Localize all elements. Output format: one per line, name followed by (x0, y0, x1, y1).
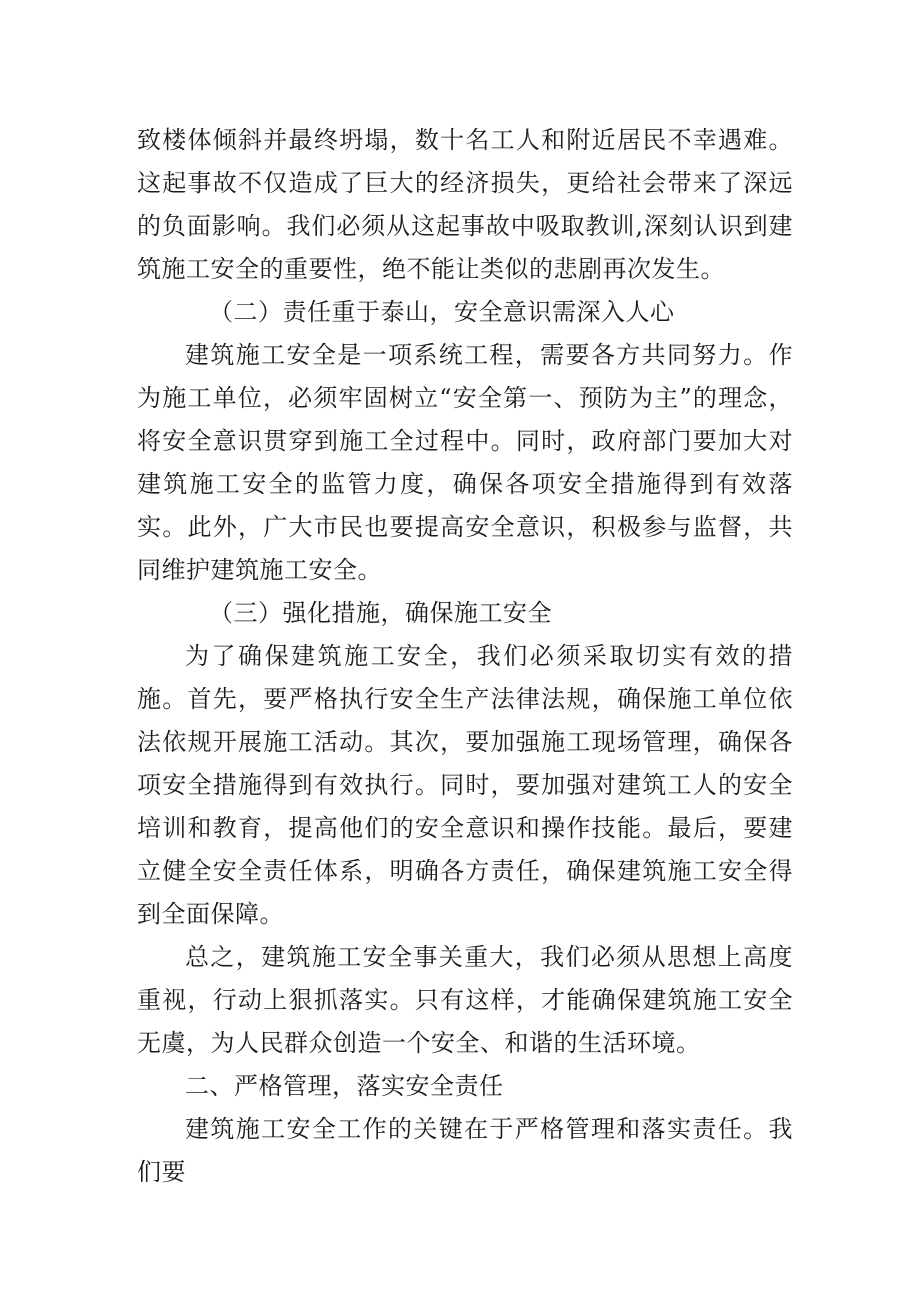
paragraph-summary: 总之，建筑施工安全事关重大，我们必须从思想上高度重视，行动上狠抓落实。只有这样，才能确保建筑施工安全无虞，为人民群众创造一个安全、和谐的生活环境。 (137, 943, 793, 1057)
subheading-measures-text: （三）强化措施，确保施工安全 (209, 599, 552, 627)
paragraph-management-intro: 建筑施工安全工作的关键在于严格管理和落实责任。我们要 (137, 1115, 793, 1186)
subheading-responsibility-text: （二）责任重于泰山，安全意识需深入人心 (209, 298, 675, 326)
subheading-responsibility (137, 291, 793, 334)
paragraph-measures: 为了确保建筑施工安全，我们必须采取切实有效的措施。首先，要严格执行安全生产法律法规，确保施工单位依法依规开展施工活动。其次，要加强施工现场管理，确保各项安全措施得到有效执行。同时，要加强对建筑工人的安全培训和教育，提高他们的安全意识和操作技能。最后，要建立健全安全责任体系，明确各方责任，确保建筑施工安全得到全面保障。 (137, 642, 793, 928)
document-body (137, 119, 793, 1194)
subheading-measures (137, 592, 793, 635)
paragraph-systems-engineering: 建筑施工安全是一项系统工程，需要各方共同努力。作为施工单位，必须牢固树立“安全第一、预防为主”的理念，将安全意识贯穿到施工全过程中。同时，政府部门要加大对建筑施工安全的监管力度，确保各项安全措施得到有效落实。此外，广大市民也要提高安全意识，积极参与监督，共同维护建筑施工安全。 (137, 341, 793, 584)
paragraph-continuation: 致楼体倾斜并最终坍塌，数十名工人和附近居民不幸遇难。这起事故不仅造成了巨大的经济损失，更给社会带来了深远的负面影响。我们必须从这起事故中吸取教训,深刻认识到建筑施工安全的重要性，绝不能让类似的悲剧再次发生。 (137, 126, 793, 283)
section-heading-strict-management: 二、严格管理，落实安全责任 (185, 1072, 504, 1100)
